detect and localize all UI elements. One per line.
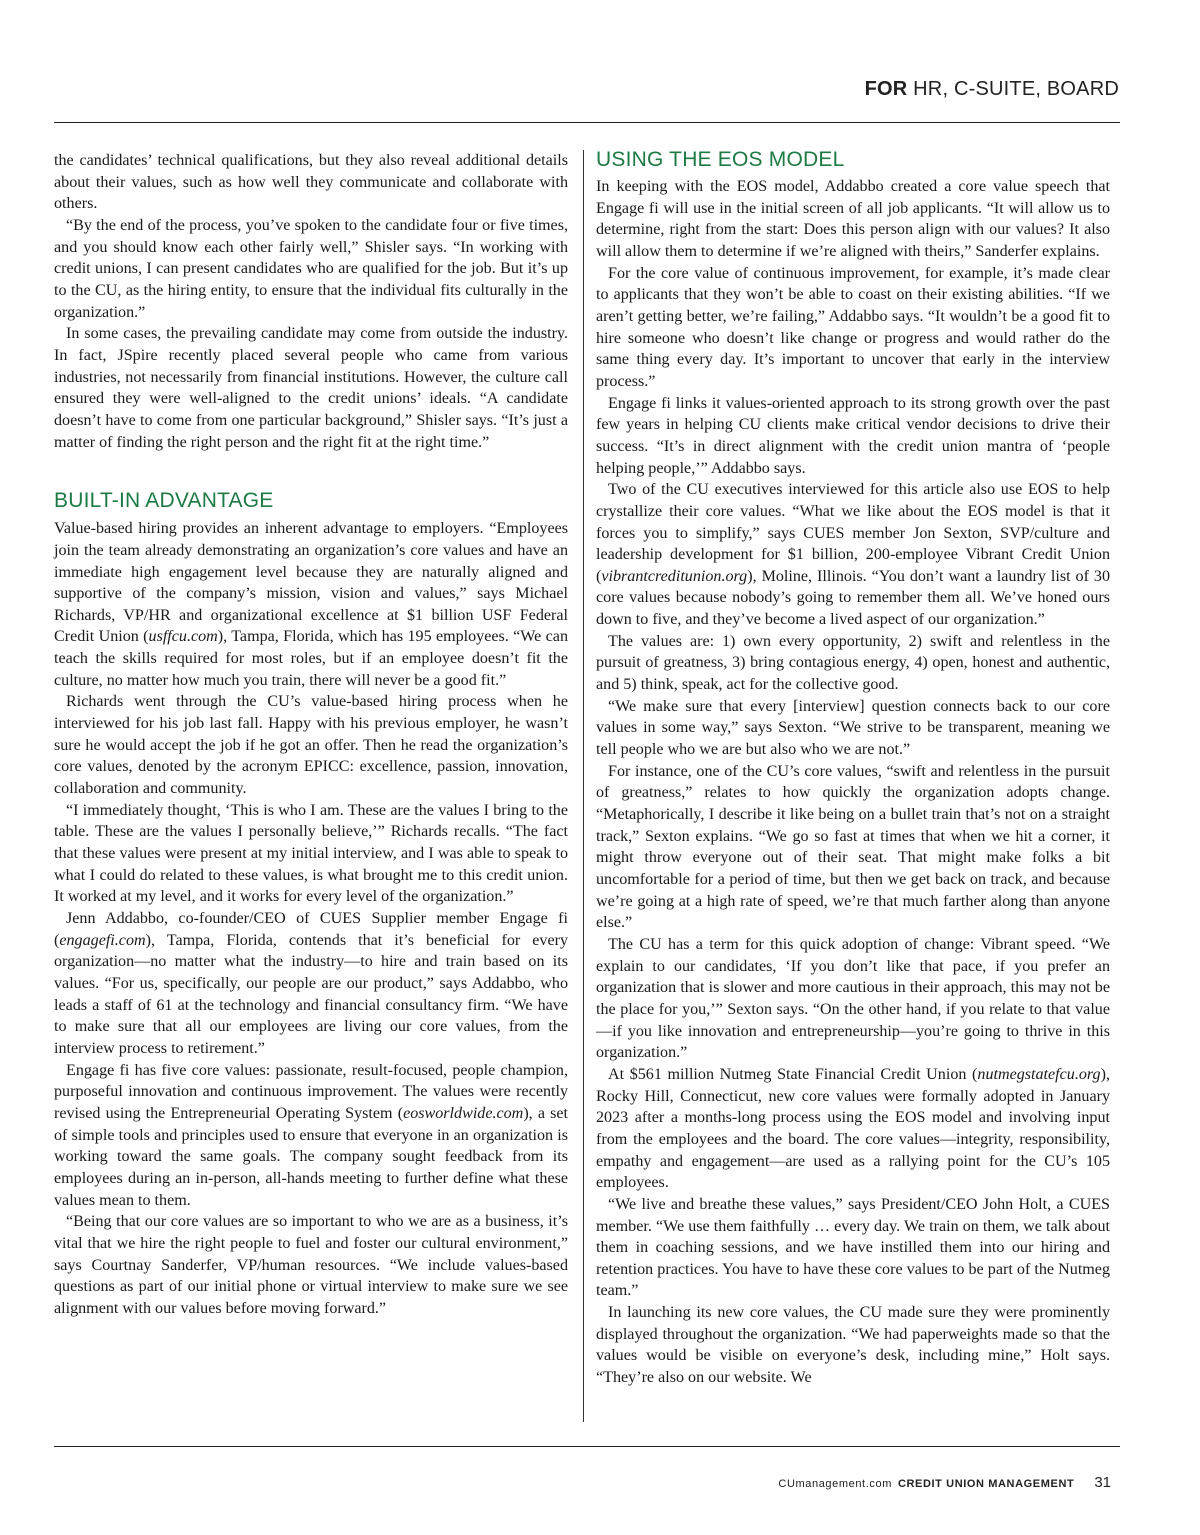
page-footer: [778, 1474, 1111, 1491]
page-number: 31: [1094, 1474, 1111, 1491]
paragraph: Engage fi has five core values: passionate, result-focused, people champion, purposeful innovation and continuous improvement. The values were recently revised using the Entrepreneurial Operating System (eosworldwide.com), a set of simple tools and principles used to ensure that everyone in an organization is working toward the same goals. The company sought feedback from its employees during an in-person, all-hands meeting to further define what these values mean to them.: [54, 1061, 569, 1209]
header-for-label: FOR: [864, 78, 908, 100]
paragraph: the candidates’ technical qualifications, but they also reveal additional details about their values, such as how well they communicate and collaborate with others.: [54, 152, 568, 213]
link-vibrantcreditunion: vibrantcreditunion.org: [601, 567, 748, 585]
paragraph: “Being that our core values are so important to who we are as a business, it’s vital that we hire the right people to fuel and foster our cultural environment,” says Courtnay Sanderfer, VP/human resources. “We include values-based questions as part of our initial phone or virtual interview to make sure we see alignment with our values before moving forward.”: [54, 1213, 568, 1317]
paragraph: The values are: 1) own every opportunity, 2) swift and relentless in the pursuit of greatness, 3) bring contagious energy, 4) open, honest and authentic, and 5) think, speak, act for the collective good.: [596, 632, 1110, 694]
footer-site: CUmanagement.com: [778, 1478, 892, 1490]
left-column: [54, 150, 568, 1319]
paragraph: In launching its new core values, the CU made sure they were prominently displayed throughout the organization. “We had paperweights made so that the values would be visible on everyone’s desk, including mine,” Holt says. “They’re also on our website. We: [596, 1304, 1110, 1387]
top-rule: [54, 122, 1120, 123]
link-nutmegstatefcu: nutmegstatefcu.org: [977, 1065, 1101, 1083]
paragraph: Value-based hiring provides an inherent advantage to employers. “Employees join the team already demonstrating an organization’s core values and have an immediate high engagement level because they are naturally aligned and supportive of the company’s mission, vision and values,” says Michael Richards, VP/HR and organizational excellence at $1 billion USF Federal Credit Union (usffcu.com), Tampa, Florida, which has 195 employees. “We can teach the skills required for most roles, but if an employee doesn’t fit the culture, no matter how much you train, there will never be a good fit.”: [54, 520, 568, 689]
paragraph: “We make sure that every [interview] question connects back to our core values in some way,” says Sexton. “We strive to be transparent, meaning we tell people who we are but also who we are not.”: [596, 697, 1110, 759]
section-header: [865, 78, 1119, 101]
header-audience: HR, C-SUITE, BOARD: [913, 78, 1119, 100]
paragraph: “By the end of the process, you’ve spoken to the candidate four or five times, and you should know each other fairly well,” Shisler says. “In working with credit unions, I can present candidates who are qualified for the job. But it’s up to the CU, as the hiring entity, to ensure that the individual fits culturally in the organization.”: [54, 216, 568, 321]
link-engagefi: engagefi.com: [59, 931, 146, 949]
paragraph: The CU has a term for this quick adoption of change: Vibrant speed. “We explain to our candidates, ‘If you don’t like that pace, if you prefer an organization that is slower and more cautious in their approach, this may not be the place for you,’” Sexton says. “On the other hand, if you relate to that value—if you like innovation and entrepreneurship—you’re going to thrive in this organization.”: [596, 935, 1110, 1062]
footer-publication: CREDIT UNION MANAGEMENT: [897, 1478, 1075, 1490]
paragraph: Two of the CU executives interviewed for this article also use EOS to help crystallize their core values. “What we like about the EOS model is that it forces you to simplify,” says CUES member Jon Sexton, SVP/culture and leadership development for $1 billion, 200-employee Vibrant Credit Union (vibrantcreditunion.org), Moline, Illinois. “You don’t want a laundry list of 30 core values because nobody’s going to remember them all. We’ve honed ours down to five, and they’ve become a lived aspect of our organization.”: [596, 481, 1110, 629]
paragraph: In keeping with the EOS model, Addabbo created a core value speech that Engage fi will use in the initial screen of all job applicants. “It will allow us to determine, right from the start: Does this person align with our values? It also will allow them to determine if we’re aligned with theirs,” Sanderfer explains.: [596, 178, 1110, 260]
paragraph: Engage fi links it values-oriented approach to its strong growth over the past few years in helping CU clients make critical vendor decisions to drive their success. “It’s in direct alignment with the credit union mantra of ‘people helping people,’” Addabbo says.: [596, 394, 1110, 477]
section-heading-built-in-advantage: BUILT-IN ADVANTAGE: [54, 489, 274, 513]
paragraph: “We live and breathe these values,” says President/CEO John Holt, a CUES member. “We use them faithfully … every day. We train on them, we talk about them in coaching sessions, and we have instilled them into our hiring and retention practices. You have to have these core values to be part of the Nutmeg team.”: [596, 1195, 1110, 1300]
paragraph: Richards went through the CU’s value-based hiring process when he interviewed for his job last fall. Happy with his previous employer, he wasn’t sure he would accept the job if he got an offer. Then he read the organization’s core values, denoted by the acronym EPICC: excellence, passion, innovation, collaboration and community.: [54, 693, 568, 798]
paragraph: At $561 million Nutmeg State Financial Credit Union (nutmegstatefcu.org), Rocky Hill, Connecticut, new core values were formally adopted in January 2023 after a months-long process using the EOS model and involving input from the employees and the board. The core values—integrity, responsibility, empathy and engagement—are used as a rallying point for the CU’s 105 employees.: [596, 1065, 1110, 1192]
section-heading-using-eos-model: USING THE EOS MODEL: [596, 148, 845, 171]
paragraph: Jenn Addabbo, co-founder/CEO of CUES Supplier member Engage fi (engagefi.com), Tampa, Florida, contends that it’s beneficial for every organization—no matter what the industry—to hire and train based on its values. “For us, specifically, our people are our product,” says Addabbo, who leads a staff of 61 at the technology and financial consultancy firm. “We have to make sure that all our employees are living our core values, from the interview process to retirement.”: [54, 910, 568, 1057]
right-column: [596, 150, 1110, 1389]
link-usffcu: usffcu.com: [148, 628, 218, 646]
link-eosworldwide: eosworldwide.com: [403, 1104, 524, 1122]
bottom-rule: [54, 1446, 1120, 1447]
column-divider: [583, 150, 584, 1422]
paragraph: “I immediately thought, ‘This is who I am. These are the values I bring to the table. These are the values I personally believe,’” Richards recalls. “The fact that these values were present at my initial interview, and I was able to speak to what I could do related to these values, is what brought me to this credit union. It worked at my level, and it works for every level of the organization.”: [54, 801, 568, 906]
paragraph: For the core value of continuous improvement, for example, it’s made clear to applicants that they won’t be able to coast on their existing abilities. “If we aren’t getting better, we’re failing,” Addabbo says. “It wouldn’t be a good fit to hire someone who doesn’t like change or progress and would rather do the same thing every day. It’s important to uncover that early in the interview process.”: [596, 264, 1110, 390]
paragraph: For instance, one of the CU’s core values, “swift and relentless in the pursuit of greatness,” relates to how quickly the organization adopts change. “Metaphorically, I describe it like being on a bullet train that’s not on a straight track,” Sexton explains. “We go so fast at times that when we hit a corner, it might throw everyone out of their seat. That might make folks a bit uncomfortable for a period of time, but then we get back on track, and because we’re going at a high rate of speed, we’re that much farther along than anyone else.”: [596, 762, 1110, 932]
paragraph: In some cases, the prevailing candidate may come from outside the industry. In fact, JSpire recently placed several people who came from various industries, not necessarily from financial institutions. However, the culture call ensured they were well-aligned to the credit unions’ ideals. “A candidate doesn’t have to come from one particular background,” Shisler says. “It’s just a matter of finding the right person and the right fit at the right time.”: [54, 325, 568, 451]
